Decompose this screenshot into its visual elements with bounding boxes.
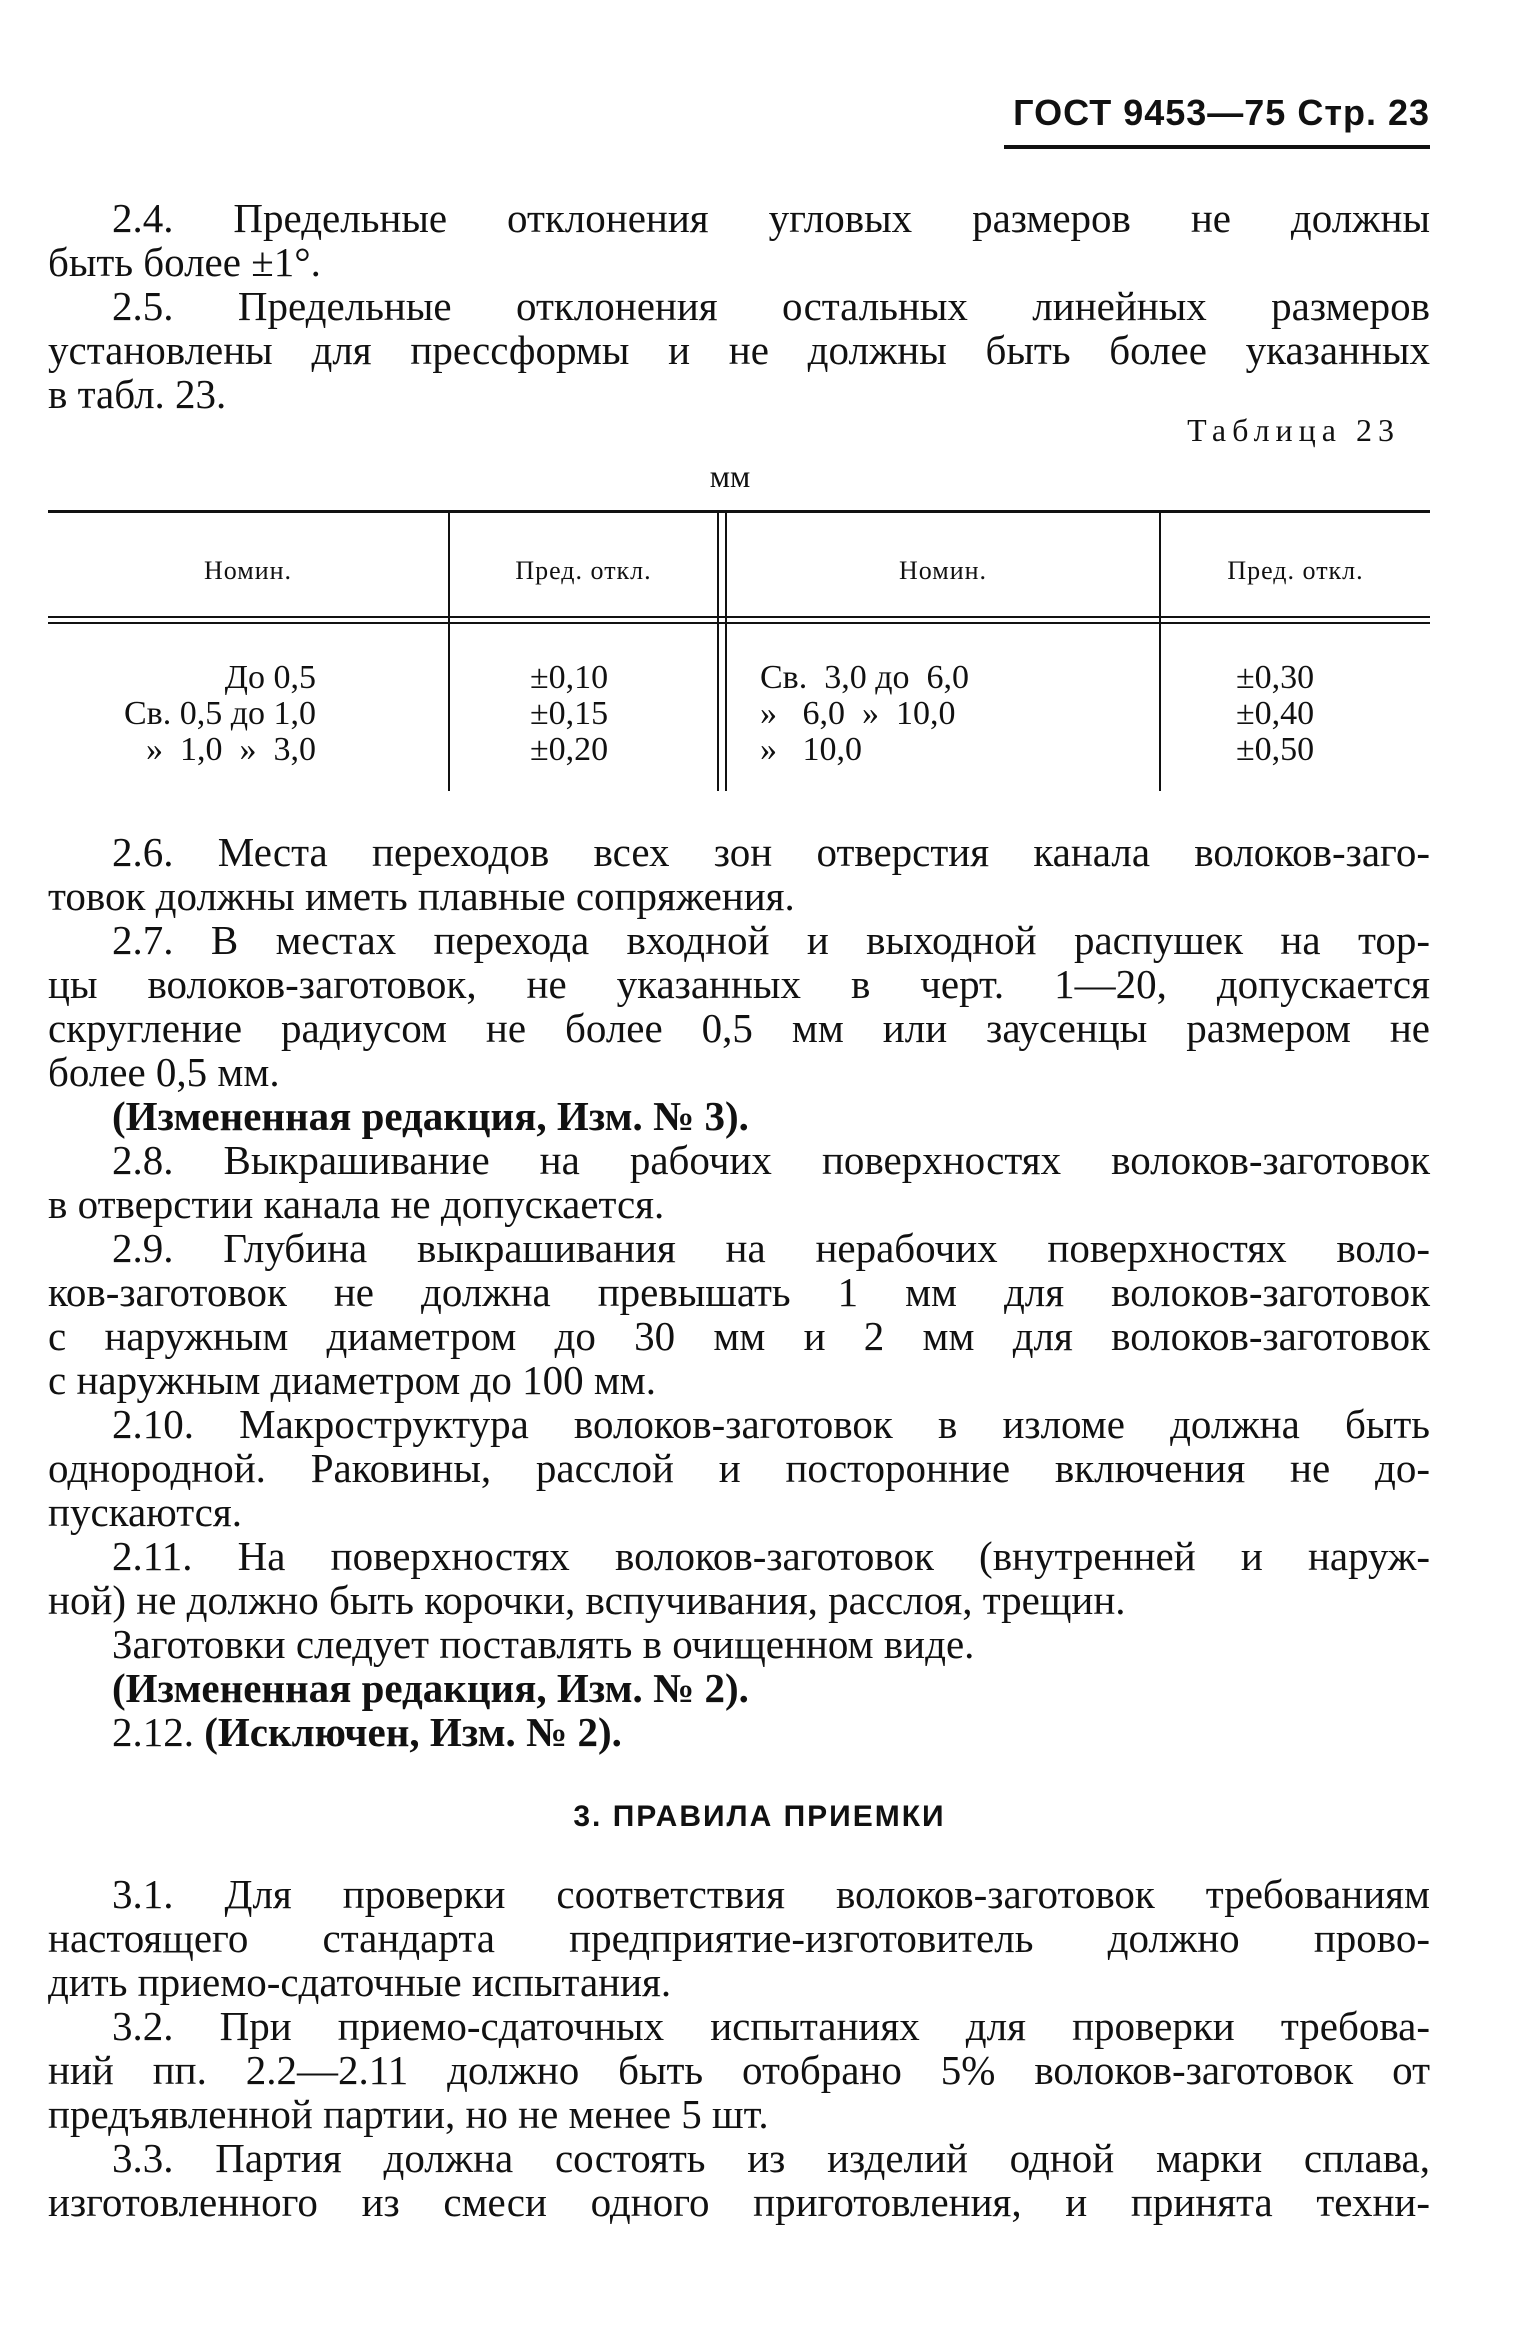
table-col-rule	[448, 513, 450, 791]
text-line: дить приемо-сдаточные испытания.	[48, 1959, 672, 2005]
header-rule	[1004, 145, 1430, 149]
text-line: 2.9. Глубина выкрашивания на нерабочих поверхностях воло-	[112, 1225, 1430, 1271]
clause-2-12	[48, 1710, 1430, 1754]
clause-3-2	[48, 2004, 1430, 2136]
text-line: 2.4. Предельные отклонения угловых размеров не должны	[112, 195, 1430, 241]
text-line: с наружным диаметром до 30 мм и 2 мм для волоков-заготовок	[48, 1313, 1430, 1359]
clause-number: 2.12.	[112, 1709, 205, 1755]
table-cell: » 6,0 » 10,0	[760, 695, 956, 732]
clause-2-10	[48, 1402, 1430, 1534]
text-line: ной) не должно быть корочки, вспучивания, расслоя, трещин.	[48, 1577, 1126, 1623]
clause-2-5	[48, 284, 1430, 416]
table-top-rule	[48, 510, 1430, 513]
text-line: предъявленной партии, но не менее 5 шт.	[48, 2091, 769, 2137]
table-header-cell: Пред. откл.	[1227, 556, 1364, 585]
table-col-rule	[717, 513, 719, 791]
text-line: с наружным диаметром до 100 мм.	[48, 1357, 656, 1403]
table-cell: ±0,40	[1236, 695, 1315, 732]
table-cell: » 10,0	[760, 731, 862, 768]
amendment-note-3	[48, 1094, 1430, 1138]
clause-2-7	[48, 918, 1430, 1094]
section-title: 3. ПРАВИЛА ПРИЕМКИ	[573, 1800, 946, 1833]
text-line: быть более ±1°.	[48, 239, 321, 285]
text-line: (Измененная редакция, Изм. № 3).	[112, 1093, 749, 1139]
text-line: 2.10. Макроструктура волоков-заготовок в изломе должна быть	[112, 1401, 1430, 1447]
text-line: в отверстии канала не допускается.	[48, 1181, 665, 1227]
amendment-note-2	[48, 1666, 1430, 1710]
text-line: цы волоков-заготовок, не указанных в черт. 1—20, допускается	[48, 961, 1430, 1007]
text-line: изготовленного из смеси одного приготовления, и принята техни-	[48, 2179, 1430, 2225]
clause-2-6	[48, 830, 1430, 918]
text-line: 3.2. При приемо-сдаточных испытаниях для проверки требова-	[112, 2003, 1430, 2049]
table-col-deviation-left	[530, 660, 710, 768]
clause-3-1	[48, 1872, 1430, 2004]
table-cell: ±0,10	[530, 659, 609, 696]
text-line: 2.8. Выкрашивание на рабочих поверхностях волоков-заготовок	[112, 1137, 1430, 1183]
table-cell: До 0,5	[224, 659, 316, 696]
clause-2-4	[48, 196, 1430, 284]
table-caption: Таблица 23	[1187, 412, 1400, 448]
table-header-cell: Пред. откл.	[515, 556, 652, 585]
text-line: 2.11. На поверхностях волоков-заготовок (внутренней и наруж-	[112, 1533, 1430, 1579]
text-line: товок должны иметь плавные сопряжения.	[48, 873, 795, 919]
text-line: (Измененная редакция, Изм. № 2).	[112, 1665, 749, 1711]
table-col-nominal-right	[760, 660, 1140, 768]
text-line: ний пп. 2.2—2.11 должно быть отобрано 5% волоков-заготовок от	[48, 2047, 1430, 2093]
text-line: 2.7. В местах перехода входной и выходной распушек на тор-	[112, 917, 1430, 963]
text-line: 2.5. Предельные отклонения остальных линейных размеров	[112, 283, 1430, 329]
page-header: ГОСТ 9453—75 Стр. 23	[1013, 92, 1430, 133]
table-header-cell: Номин.	[898, 556, 988, 585]
text-line	[48, 1710, 1430, 1754]
table-cell: Св. 3,0 до 6,0	[760, 659, 970, 696]
text-line: 2.6. Места переходов всех зон отверстия канала волоков-заго-	[112, 829, 1430, 875]
text-line: 3.1. Для проверки соответствия волоков-заготовок требованиям	[112, 1871, 1430, 1917]
table-cell: ±0,30	[1236, 659, 1315, 696]
text-line: однородной. Раковины, расслой и посторонние включения не до-	[48, 1445, 1430, 1491]
table-cell: ±0,50	[1236, 731, 1315, 768]
text-line: установлены для прессформы и не должны быть более указанных	[48, 327, 1430, 373]
table-cell: » 1,0 » 3,0	[146, 731, 316, 768]
text-line: Заготовки следует поставлять в очищенном виде.	[112, 1621, 975, 1667]
table-col-nominal-left	[60, 660, 316, 768]
clause-2-8	[48, 1138, 1430, 1226]
clause-status: (Исключен, Изм. № 2).	[204, 1709, 622, 1755]
table-cell: Св. 0,5 до 1,0	[123, 695, 316, 732]
table-header-rule	[48, 622, 1430, 624]
table-cell: ±0,15	[530, 695, 609, 732]
table-col-rule	[725, 513, 727, 791]
table-header-cell: Номин.	[203, 556, 293, 585]
table-cell: ±0,20	[530, 731, 609, 768]
text-line: ков-заготовок не должна превышать 1 мм для волоков-заготовок	[48, 1269, 1430, 1315]
clause-3-3	[48, 2136, 1430, 2224]
table-header-rule	[48, 616, 1430, 618]
text-line: более 0,5 мм.	[48, 1049, 280, 1095]
clause-2-9	[48, 1226, 1430, 1402]
text-line: скругление радиусом не более 0,5 мм или заусенцы размером не	[48, 1005, 1430, 1051]
table-unit: мм	[709, 458, 751, 494]
text-line: настоящего стандарта предприятие-изготовитель должно прово-	[48, 1915, 1430, 1961]
text-line: в табл. 23.	[48, 371, 227, 417]
table-col-rule	[1159, 513, 1161, 791]
text-line: пускаются.	[48, 1489, 242, 1535]
text-line: 3.3. Партия должна состоять из изделий одной марки сплава,	[112, 2135, 1430, 2181]
table-col-deviation-right	[1236, 660, 1416, 768]
clause-2-11-note	[48, 1622, 1430, 1666]
clause-2-11	[48, 1534, 1430, 1622]
